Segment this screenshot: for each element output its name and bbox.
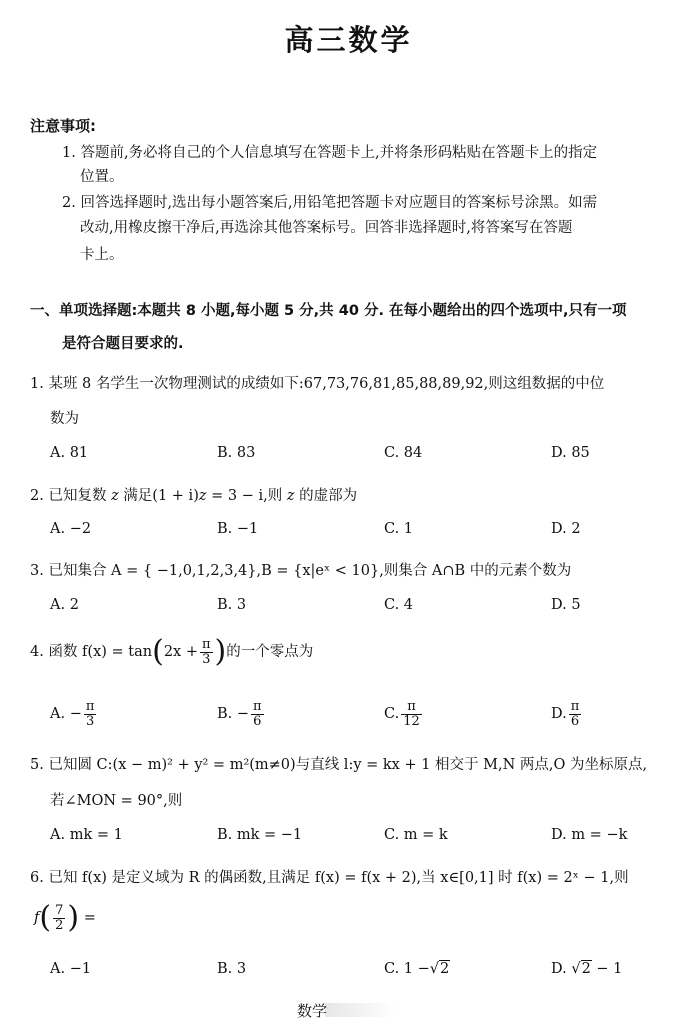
notice-item-1-line-1: 1. 答题前,务必将自己的个人信息填写在答题卡上,并将条形码粘贴在答题卡上的指定 xyxy=(62,145,598,161)
question-3-option-d: D. 5 xyxy=(551,597,581,613)
question-3-stem: 3. 已知集合 A = { −1,0,1,2,3,4},B = {x|eˣ < 10},则集合 A∩B 中的元素个数为 xyxy=(30,563,572,579)
question-6-option-a: A. −1 xyxy=(50,961,92,977)
pi-over-3-fraction: $\frac{\pi}{3}$ xyxy=(201,636,211,667)
question-6-option-d: D. √2 − 1 xyxy=(551,961,623,977)
question-1-option-a: A. 81 xyxy=(50,445,89,461)
question-1-option-c: C. 84 xyxy=(384,445,423,461)
question-1-option-d: D. 85 xyxy=(551,445,590,461)
page-title: 高三数学 xyxy=(284,23,413,57)
question-2-stem: 2. 已知复数 z 满足(1 + i)z = 3 − i,则 z 的虚部为 xyxy=(30,488,358,504)
question-1-stem-line-1: 1. 某班 8 名学生一次物理测试的成绩如下:67,73,76,81,85,88,89,92,则这组数据的中位 xyxy=(30,376,605,392)
question-6-stem-line-1: 6. 已知 f(x) 是定义域为 R 的偶函数,且满足 f(x) = f(x + 2),当 x∈[0,1] 时 f(x) = 2ˣ − 1,则 xyxy=(30,870,629,886)
notice-item-1-line-2: 位置。 xyxy=(80,169,124,185)
section-heading-line-1: 一、单项选择题:本题共 8 小题,每小题 5 分,共 40 分. 在每小题给出的四个选项中,只有一项 xyxy=(30,303,627,319)
question-2-option-c: C. 1 xyxy=(384,521,414,537)
question-2-option-d: D. 2 xyxy=(551,521,581,537)
question-4-option-d: D. $\frac{\pi}{6}$ xyxy=(551,699,580,729)
question-3-option-b: B. 3 xyxy=(217,597,247,613)
question-1-option-b: B. 83 xyxy=(217,445,256,461)
seven-halves-fraction: $\frac{7}{2}$ xyxy=(55,902,64,933)
notice-heading: 注意事项: xyxy=(30,117,96,135)
page-footer: 数学 xyxy=(297,1002,328,1020)
question-4-option-a: A. − $\frac{\pi}{3}$ xyxy=(50,699,95,729)
question-5-option-b: B. mk = −1 xyxy=(217,827,303,843)
question-2-option-b: B. −1 xyxy=(217,521,259,537)
question-5-option-c: C. m = k xyxy=(384,827,448,843)
question-4-stem: 4. 函数 f(x) = tan(2x + $\frac{\pi}{3}$ )的一个零点为 xyxy=(30,634,314,669)
notice-item-2-line-3: 卡上。 xyxy=(80,247,124,263)
question-6-stem-line-2: f( $\frac{7}{2}$ ) = xyxy=(34,900,96,935)
question-3-option-c: C. 4 xyxy=(384,597,414,613)
question-5-option-d: D. m = −k xyxy=(551,827,628,843)
question-4-option-b: B. − $\frac{\pi}{6}$ xyxy=(217,699,262,729)
question-5-option-a: A. mk = 1 xyxy=(50,827,123,843)
section-heading-line-2: 是符合题目要求的. xyxy=(62,336,184,352)
question-2-option-a: A. −2 xyxy=(50,521,92,537)
question-4-option-c: C. $\frac{\pi}{12}$ xyxy=(384,699,420,729)
question-5-stem-line-2: 若∠MON = 90°,则 xyxy=(50,793,183,809)
question-3-option-a: A. 2 xyxy=(50,597,79,613)
question-6-option-c: C. 1 −√2 xyxy=(384,961,450,977)
notice-item-2-line-2: 改动,用橡皮擦干净后,再选涂其他答案标号。回答非选择题时,将答案写在答题 xyxy=(80,220,573,236)
footer-fade-bar xyxy=(325,1003,395,1017)
question-5-stem-line-1: 5. 已知圆 C:(x − m)² + y² = m²(m≠0)与直线 l:y = kx + 1 相交于 M,N 两点,O 为坐标原点, xyxy=(30,757,648,773)
notice-item-2-line-1: 2. 回答选择题时,选出每小题答案后,用铅笔把答题卡对应题目的答案标号涂黑。如需 xyxy=(62,195,598,211)
question-1-stem-line-2: 数为 xyxy=(50,411,79,427)
question-6-option-b: B. 3 xyxy=(217,961,247,977)
